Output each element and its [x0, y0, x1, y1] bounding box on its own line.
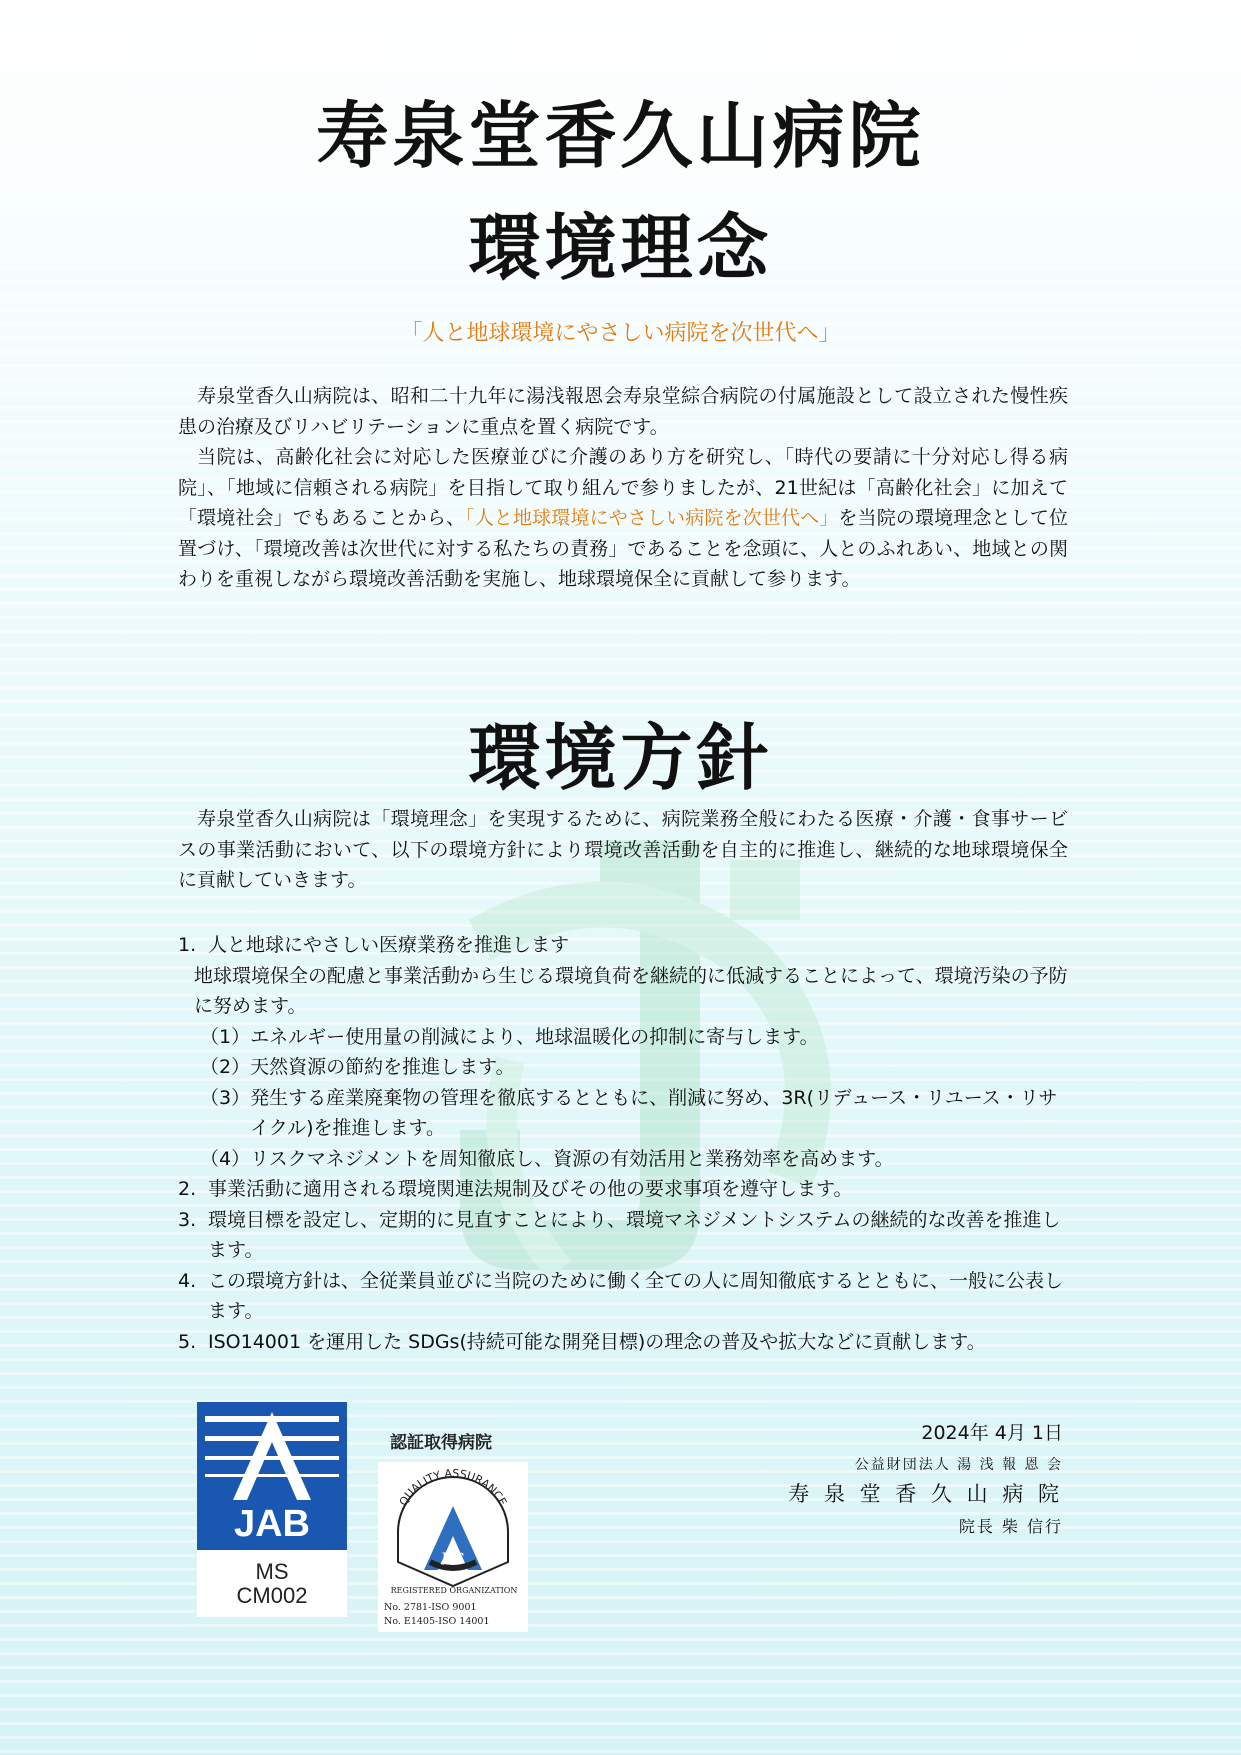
philosophy-paragraph-2 — [178, 442, 1068, 595]
policy-item-2 — [178, 1174, 1068, 1205]
foundation-name: 公益財団法人 湯 浅 報 恩 会 — [854, 1457, 1063, 1473]
jab-ms-code — [197, 1560, 347, 1608]
jab-mark — [197, 1402, 347, 1550]
subitem-number: （1） — [200, 1025, 251, 1048]
qa-registered-label: REGISTERED ORGANIZATION — [390, 1586, 518, 1595]
policy-item-number: 3. — [178, 1208, 197, 1231]
qa-mark-text: JIC — [441, 1551, 465, 1566]
policy-item-text: 環境目標を設定し、定期的に見直すことにより、環境マネジメントシステムの継続的な改善を推進します。 — [208, 1208, 1061, 1261]
policy-item-number: 4. — [178, 1269, 197, 1292]
subitem-number: （4） — [200, 1147, 251, 1170]
policy-subitem-1 — [178, 1022, 1068, 1053]
policy-item-1-body: 地球環境保全の配慮と事業活動から生じる環境負荷を継続的に低減することによって、環境汚染の予防に努めます。 — [194, 964, 1068, 1017]
philosophy-text-before: 当院は、高齢化社会に対応した医療並びに介護のあり方を研究し、「時代の要請に十分対応し得る病院」、「地域に信頼される病院」を目指して取り組んで参りましたが、21世紀は「高齢化社会」に加えて「環境社会」でもあることから、 — [178, 446, 1068, 529]
policy-item-3 — [178, 1205, 1068, 1266]
policy-item-text: この環境方針は、全従業員並びに当院のために働く全ての人に周知徹底するとともに、一般に公表します。 — [208, 1269, 1064, 1322]
policy-subitem-3 — [178, 1083, 1068, 1144]
policy-intro-text: 寿泉堂香久山病院は「環境理念」を実現するために、病院業務全般にわたる医療・介護・食事サービスの事業活動において、以下の環境方針により環境改善活動を自主的に推進し、継続的な地球環境保全に貢献していきます。 — [178, 808, 1068, 891]
page-title: 寿泉堂香久山病院 — [316, 93, 925, 178]
subitem-number: （3） — [200, 1086, 251, 1109]
jab-accreditation-logo — [197, 1402, 347, 1617]
jab-mark-text: JAB — [233, 1503, 311, 1545]
policy-item-text: ISO14001 を運用した SDGs(持続可能な開発目標)の理念の普及や拡大などに貢献します。 — [208, 1330, 986, 1353]
policy-heading: 環境方針 — [468, 715, 773, 800]
subitem-text: エネルギー使用量の削減により、地球温暖化の抑制に寄与します。 — [250, 1025, 819, 1048]
subitem-number: （2） — [200, 1056, 251, 1078]
policy-item-heading: 人と地球にやさしい医療業務を推進します — [208, 934, 570, 956]
qa-emblem-icon — [378, 1462, 528, 1592]
hospital-name: 寿 泉 堂 香 久 山 病 院 — [788, 1482, 1063, 1506]
philosophy-text — [178, 381, 1068, 595]
qa-ring-text: QUALITY ASSURANCE — [396, 1466, 510, 1509]
policy-item-number: 2. — [178, 1178, 197, 1200]
policy-item-4 — [178, 1266, 1068, 1327]
qa-iso14001-number: No. E1405-ISO 14001 — [384, 1616, 490, 1627]
subitem-text: リスクマネジメントを周知徹底し、資源の有効活用と業務効率を高めます。 — [250, 1147, 894, 1170]
jab-cm-code: CM002 — [236, 1583, 308, 1608]
subitem-text: 発生する産業廃棄物の管理を徹底するとともに、削減に努め、3R(リデュース・リユース・リサイクル)を推進します。 — [250, 1086, 1058, 1139]
philosophy-text-after: を当院の環境理念として位置づけ、「環境改善は次世代に対する私たちの責務」であることを念頭に、人とのふれあい、地域との関わりを重視しながら環境改善活動を実施し、地球環境保全に貢献して参ります。 — [178, 507, 1068, 590]
issue-date: 2024年 4月 1日 — [921, 1422, 1063, 1444]
policy-item-text: 事業活動に適用される環境関連法規制及びその他の要求事項を遵守します。 — [208, 1178, 853, 1200]
certification-caption: 認証取得病院 — [390, 1433, 492, 1453]
policy-item-5 — [178, 1327, 1068, 1358]
policy-subitem-4 — [178, 1144, 1068, 1175]
philosophy-slogan-highlight: 「人と地球環境にやさしい病院を次世代へ」 — [465, 507, 839, 529]
slogan: 「人と地球環境にやさしい病院を次世代へ」 — [400, 321, 841, 346]
director-name: 院長 柴 信行 — [958, 1517, 1063, 1536]
policy-subitem-2 — [178, 1052, 1068, 1083]
policy-list — [178, 930, 1068, 1357]
policy-item-number: 5. — [178, 1330, 197, 1353]
qa-iso9001-number: No. 2781-ISO 9001 — [384, 1602, 477, 1613]
policy-item-number: 1. — [178, 934, 197, 956]
policy-item-1 — [178, 930, 1068, 961]
policy-intro — [178, 804, 1068, 896]
jab-ms-label: MS — [255, 1559, 289, 1584]
subitem-text: 天然資源の節約を推進します。 — [250, 1056, 515, 1078]
philosophy-paragraph-1: 寿泉堂香久山病院は、昭和二十九年に湯浅報恩会寿泉堂綜合病院の付属施設として設立された慢性疾患の治療及びリハビリテーションに重点を置く病院です。 — [178, 385, 1068, 438]
jab-emblem-icon — [197, 1402, 347, 1550]
philosophy-heading: 環境理念 — [468, 205, 773, 290]
quality-assurance-logo — [378, 1462, 528, 1632]
